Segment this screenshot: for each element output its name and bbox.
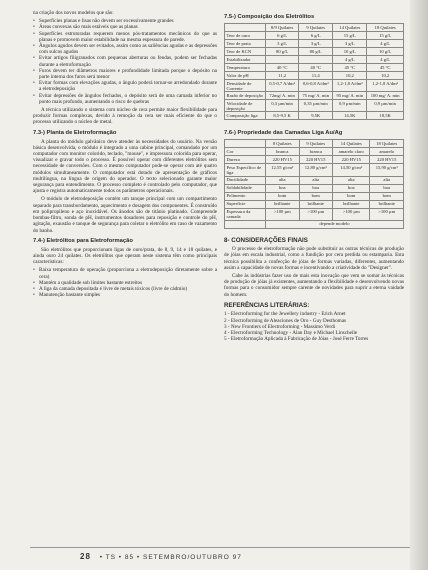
table-cell: 14,50 g/cm³ [333,164,370,176]
table-cell: 10,2 [367,72,404,80]
row-label-cell: Teor de ouro [225,32,266,40]
table-row [225,148,404,156]
row-label-cell: Peso Específico de liga [225,164,266,176]
table-cell: alta [266,176,300,184]
reference-item: 5 - Eletroformação Aplicada à Fabricação de Jóias - José Ferre Torres [224,336,369,343]
table-cell: bom [266,192,300,200]
list-item: • Superfícies estruturadas requerem menos pós-tratamentos mecânicos do que as planas e promovem maior estabilidade na mesma espessura de parede. [39,31,217,43]
table-cell: boa [266,184,300,192]
table-cell: 220 HV15 [299,156,333,164]
table-cell: boa [333,184,370,192]
table-row [225,92,404,100]
table-cell: alta [333,176,370,184]
table-cell: 3 g/L [266,40,299,48]
list-item: • Áreas convexas são mais estáveis que as planas [39,24,217,30]
table-row [225,200,404,208]
table-row [225,176,404,184]
list-item: • Evitar artigos filigranados com pequenas aberturas ou fendas, podem ser fechadas durante a eletroformação [39,55,217,67]
table-cell: 4 g/L [333,56,367,64]
list-item: • A liga da camada depositada é livre de metais tóxicos (livre de cádmio) [39,286,217,292]
reference-item: 1 - Electroforming for the Jewellery industry - Erich Arnet [224,311,346,318]
table-cell: 4 g/L [367,40,404,48]
table-cell: 220 HV15 [333,156,370,164]
table-cell: 220 HV15 [266,156,300,164]
table-cell: 15,90 g/cm³ [370,164,404,176]
table-header-cell: 14 Quilates [333,24,367,32]
table-cell: >100 µm [370,208,404,220]
table-cell: 15 g/L [333,32,367,40]
right-column [224,10,404,344]
table-row [225,220,404,228]
table-row [225,48,404,56]
table-cell: 80 g/L [299,48,333,56]
table-cell: boa [299,184,333,192]
list-item: • Ângulos agudos devem ser evitados, assim como as saliências agudas e as depressões com sulcos agudos [39,43,217,55]
table-row [225,192,404,200]
table-cell: 0,35 µm/min [299,100,333,112]
table-cell: 15 g/L [367,32,404,40]
table-header-cell: 8 Quilates [266,140,300,148]
table-cell: branca [299,148,333,156]
row-label-cell: Polimento [225,192,266,200]
reference-item: 3 - New Frontiers of Electroforming - Massimo Verdi [224,323,336,330]
section-heading-planta: 7.3-) Planta de Eletroformação [33,129,117,136]
table-header-cell: 8/9 Quilates [266,24,299,32]
table-cell: 0,9 µm/min [367,100,404,112]
table-header-cell [225,140,266,148]
table-cell: 11,4 [299,72,333,80]
table-header-row [225,24,404,32]
row-label-cell: Densidade de Corrente [225,80,266,92]
table-row [225,112,404,120]
table-cell: 6 g/L [299,32,333,40]
section-heading-propriedades: 7.6-) Propriedade das Camadas Liga Au/Ag [224,130,343,137]
table-cell: amarelo [370,148,404,156]
table-cell: 1,2-1,8 A/dm² [333,80,367,92]
table-cell: bom [333,192,370,200]
table-cell: 14,5K [333,112,367,120]
row-label-cell: Dureza [225,156,266,164]
list-item: • Mantém a qualidade sob limites bastante estreitos [39,280,217,286]
row-label-cell: Teor de prata [225,40,266,48]
table-note-cell: depende modelo [266,220,404,228]
table-cell: 12,55 g/cm³ [266,164,300,176]
eletrolitos-paragraph: São eletrólitos que proporcionam ligas de ouro/prata, de 8, 9, 14 e 18 quilates, e ainda ouro 24 quilates. Os eletrólitos que operam neste sistema têm como principais características: [33,246,217,266]
row-label-cell: Razão de deposição [225,92,266,100]
table-header-cell: 9 Quilates [299,140,333,148]
page-footer [80,552,242,561]
table-cell: 18,5K [367,112,404,120]
table-cell: 3 g/L [299,40,333,48]
row-label-cell: Superfície [225,200,266,208]
table-row [225,100,404,112]
row-label-cell: Ductilidade [225,176,266,184]
section-heading-composicao: 7.5-) Composição dos Eletrólitos [224,14,315,20]
table-cell: alta [370,176,404,184]
table-cell: 8,5-9,5 K [266,112,299,120]
wax-core-paragraph: A técnica utilizando o sistema com núcleo de cera permite maior flexibilidade para produzir formas complexas, devido à remoção da cera ser mais eficiente do que o processo utilizando o núcleo de metal. [33,107,217,126]
table-cell: 80 g/L [266,48,299,56]
row-label-cell: Composição liga [225,112,266,120]
table-cell: 10,2 [333,72,367,80]
references-list [224,311,404,342]
table-cell: bom [370,192,404,200]
table-cell: >100 µm [299,208,333,220]
table-cell: 11,2 [266,72,299,80]
table-cell: >100 µm [266,208,300,220]
list-item: • Evitar depressões de ângulos fechados, o depósito será de uma camada inferior no ponto mais profundo, aumentando o risco de quebras [39,93,217,105]
composition-table [224,23,404,120]
properties-table [224,139,404,228]
row-label-cell: Temperatura [225,64,266,72]
table-cell: 0,9 µm/min [333,100,367,112]
section-heading-referencias: REFERÊNCIAS LITERÁRIAS: [224,301,310,309]
table-cell: 40 °C [266,64,299,72]
list-item: • Superfícies planas e lisas não devem ser excessivamente grandes [39,18,217,24]
table-cell: 45 °C [367,64,404,72]
table-row [225,56,404,64]
table-cell: 12,80 g/cm³ [299,164,333,176]
design-rules-list [33,18,217,105]
table-cell: 0,6-0,8 A/dm² [299,80,333,92]
reference-item: 4 - Electroforming Technology - Alan Day e Michael Linscheile [224,329,358,336]
table-header-row [225,140,404,148]
table-cell: 10 g/L [333,48,367,56]
table-cell: 45 °C [333,64,367,72]
table-cell: 72mg/ A. min [266,92,299,100]
table-cell: brilhante [370,200,404,208]
table-header-cell: 14 Quilates [333,140,370,148]
table-row [225,80,404,92]
table-cell [266,56,299,64]
planta-paragraph-1: A planta do módulo galvânico deve atender às necessidades do usuário. Na versão básica desenvolvida, o módulo é integrado a uma cabine principal, comandado por um computador com monitor colorido, teclado, "mouse", e impressora colorida para operar, visualizar e gravar todo o processo. É possível operar com diferentes eletrólitos sem necessidade de conversões. Com o mesmo computador pode-se operar com até quatro módulos simultaneamente. O computador está dotado de apresentação de gráficos multilíngua, na língua de origem do operador. O texto selecionado garante maior segurança para entendimento. O processo completo é controlado pelo computador, que ajusta e registra automaticamente todos os parâmetros operacionais. [33,138,217,195]
final-paragraph-2: Cabe às indústrias fazer uso de mais esta inovação que vem se somar às técnicas de produção de jóias já existentes, aumentando a flexibilidade e desenvolvendo novas formas para o consumidor sempre carente de novidades para suprir a eterna vaidade do homem. [224,273,404,298]
intro-text: na criação dos novos modelos que são: [33,10,114,16]
table-header-cell: 18 Quilates [370,140,404,148]
list-item: • Manutenção bastante simples [39,292,217,298]
table-row [225,208,404,220]
table-cell: 9,5K [299,112,333,120]
row-label-cell: Estabilizador [225,56,266,64]
section-heading-consideracoes: 8- CONSIDERAÇÕES FINAIS [224,236,308,244]
table-cell: brilhante [333,200,370,208]
footer-text: • TS • 85 • SETEMBRO/OUTUBRO 97 [99,554,242,561]
row-label-cell: Soldabilidade [225,184,266,192]
final-paragraph-1: O processo de eletroformação não pode substituir as outras técnicas de produção de jóias em escala industrial, como a fundição por cera perdida ou estamparia. Esta técnica possibilita a confecção de jóias de formas variadas, diferentes, aumentando assim a capacidade de novas formas e incentivando a criatividade do "Designer". [224,246,404,271]
table-cell: brilhante [299,200,333,208]
row-label-cell [225,220,266,228]
table-header-cell [225,24,266,32]
table-cell: alta [299,176,333,184]
table-cell: 40 °C [299,64,333,72]
table-header-cell: 9 Quilates [299,24,333,32]
table-cell: 75 mg/ A. min [299,92,333,100]
table-cell: 0,3 µm/min [266,100,299,112]
page-number: 28 [80,552,91,561]
left-column [33,10,217,300]
table-cell: 4 g/L [367,56,404,64]
list-item: • Furos devem ter diâmetros maiores e profundidade limitada porque o depósito na parte interna dos furos será menor [39,68,217,80]
row-label-cell: Teor de KCN [225,48,266,56]
row-label-cell: Espessura da camada [225,208,266,220]
page-edge-shadow [410,0,428,570]
table-cell: boa [370,184,404,192]
table-cell: >100 µm [333,208,370,220]
table-cell: 220 HV15 [370,156,404,164]
row-label-cell: Valor de pH [225,72,266,80]
footer-rule [30,547,410,548]
table-cell: 0,5-0,7 A/dm² [266,80,299,92]
table-row [225,32,404,40]
table-row [225,184,404,192]
planta-paragraph-2: O módulo de eletrodeposição contém um tanque principal com um compartimento separado para transbordamento, aquecimento e dosagem dos componentes. É construído em polipropileno e aço inoxidável. Os ânodos são de titânio platinado. Compreende bombas-filtro, sonda de pH, instrumentos dosadores para reposição e controle do pH, agitação, exaustão e tanque de segurança para coletar o eletrólito em caso de vazamento do banho. [33,196,217,234]
table-cell: 6 g/L [266,32,299,40]
table-cell: amarelo claro [333,148,370,156]
list-item: • Evitar formas com elevações agudas, o ângulo poderá tornar-se arredondado durante a eletrodeposição [39,80,217,92]
row-label-cell: Velocidade de deposição [225,100,266,112]
table-cell: branca [266,148,300,156]
table-row [225,156,404,164]
section-heading-eletrolitos: 7.4-) Eletrólitos para Eletroformação [33,237,133,244]
table-cell: brilhante [266,200,300,208]
table-row [225,72,404,80]
table-cell: 1,2-1,8 A/dm² [367,80,404,92]
row-label-cell: Cor [225,148,266,156]
table-cell: 100 mg/ A. min [367,92,404,100]
table-header-cell: 18 Quilates [367,24,404,32]
eletrolitos-features-list [33,267,217,298]
table-row [225,64,404,72]
table-cell: 95 mg/ A. min [333,92,367,100]
table-cell: 3 g/L [333,40,367,48]
table-cell [299,56,333,64]
table-row [225,40,404,48]
reference-item: 2 - Electroforming de Aleaciones de Oro - Guy Desthomas [224,317,347,324]
table-cell: bom [299,192,333,200]
table-cell: 10 g/L [367,48,404,56]
table-row [225,164,404,176]
list-item: • Baixa temperatura de operação (proporciona a eletrodeposição diretamente sobre a cera) [39,267,217,279]
